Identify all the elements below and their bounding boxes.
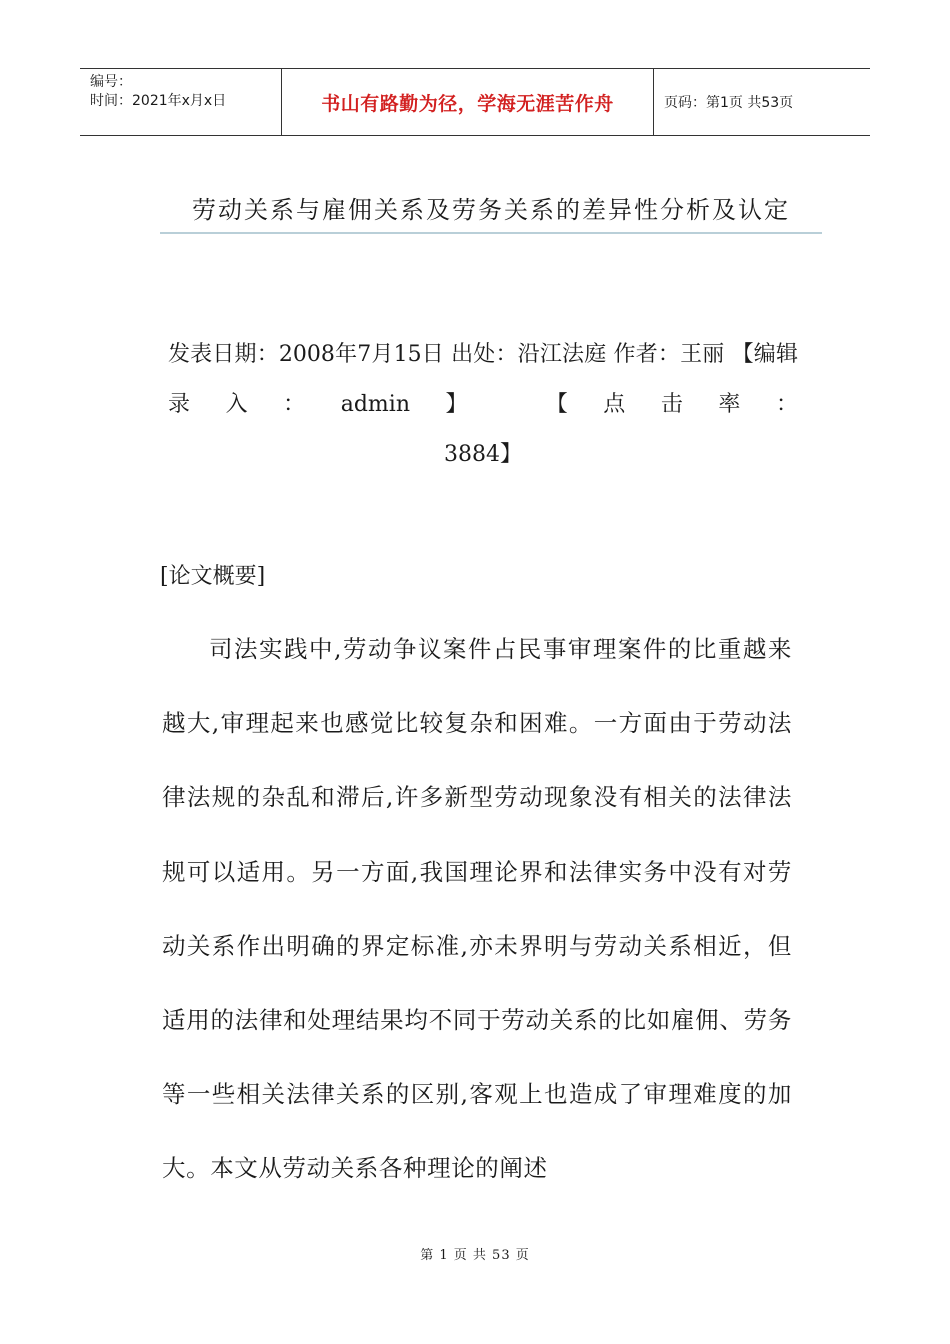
page-header xyxy=(80,68,870,136)
date-label: 时间：2021年x月x日 xyxy=(90,93,227,109)
document-title: 劳动关系与雇佣关系及劳务关系的差异性分析及认定 xyxy=(192,196,790,224)
page-footer: 第 1 页 共 53 页 xyxy=(420,1248,530,1263)
document-meta-tail: 3884】 xyxy=(444,442,522,467)
number-label: 编号： xyxy=(90,74,132,90)
document-meta: 发表日期：2008年7月15日 出处：沿江法庭 作者：王丽 【编辑录入：admin】 【点击率： xyxy=(168,342,798,417)
header-page-info: 页码：第1页 共53页 xyxy=(664,95,794,111)
section-heading: [论文概要] xyxy=(160,564,266,589)
title-divider xyxy=(160,232,822,234)
header-info-cell xyxy=(80,69,282,135)
abstract-paragraph: 司法实践中,劳动争议案件占民事审理案件的比重越来越大,审理起来也感觉比较复杂和困难。一方面由于劳动法律法规的杂乱和滞后,许多新型劳动现象没有相关的法律法规可以适用。另一方面,我国理论界和法律实务中没有对劳动关系作出明确的界定标准,亦未界明与劳动关系相近，但适用的法律和处理结果均不同于劳动关系的比如雇佣、劳务等一些相关法律关系的区别,客观上也造成了审理难度的加大。本文从劳动关系各种理论的阐述 xyxy=(162,635,792,1183)
header-motto: 书山有路勤为径，学海无涯苦作舟 xyxy=(282,69,654,135)
